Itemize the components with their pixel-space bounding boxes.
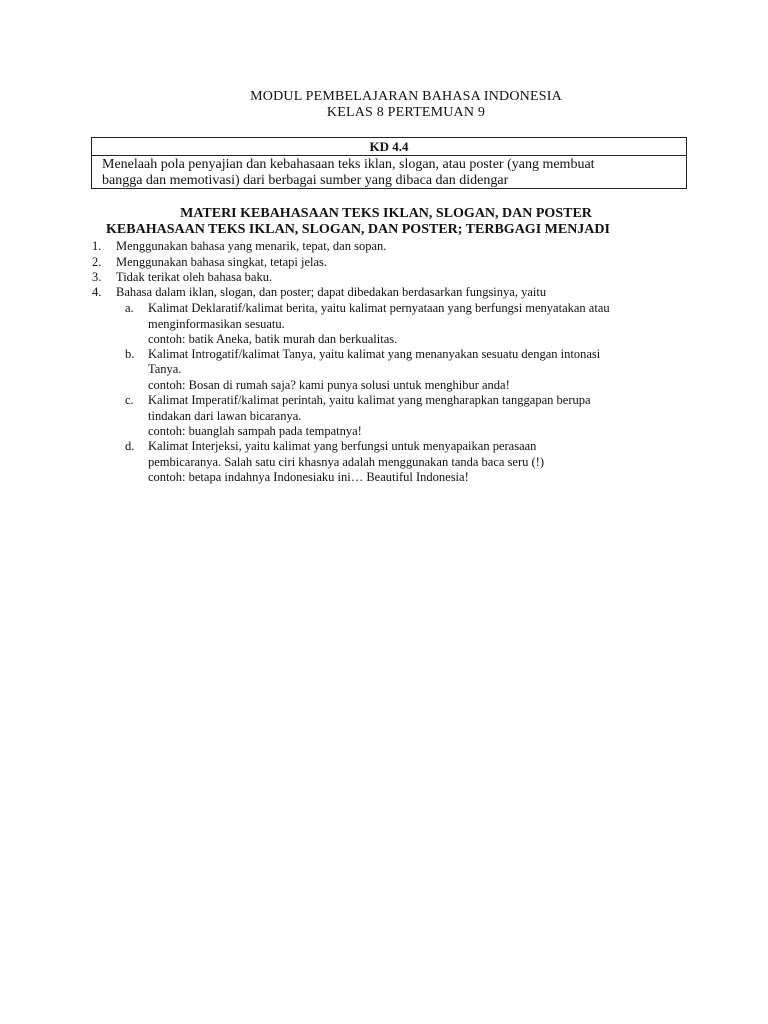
kd-text-line: Menelaah pola penyajian dan kebahasaan teks iklan, slogan, atau poster (yang membuat <box>102 157 595 172</box>
document-title: MODUL PEMBELAJARAN BAHASA INDONESIA <box>250 89 562 104</box>
kd-description <box>92 156 686 189</box>
sublist-text: menginformasikan sesuatu. <box>148 317 285 331</box>
list-number: 4. <box>92 285 102 299</box>
list-number: 3. <box>92 270 102 284</box>
sublist-example: contoh: batik Aneka, batik murah dan berkualitas. <box>148 332 398 346</box>
list-number: 1. <box>92 239 102 253</box>
sublist-text: Kalimat Interjeksi, yaitu kalimat yang berfungsi untuk menyapaikan perasaan <box>148 439 537 453</box>
sublist-text: Kalimat Introgatif/kalimat Tanya, yaitu kalimat yang menanyakan sesuatu dengan intonasi <box>148 347 601 361</box>
list-item: Tidak terikat oleh bahasa baku. <box>116 270 273 284</box>
sublist-text: Tanya. <box>148 362 182 376</box>
sublist-letter: a. <box>125 301 134 315</box>
kd-table <box>91 137 687 189</box>
list-item: Menggunakan bahasa singkat, tetapi jelas. <box>116 255 328 269</box>
list-item: Bahasa dalam iklan, slogan, dan poster; dapat dibedakan berdasarkan fungsinya, yaitu <box>116 285 547 299</box>
sublist-example: contoh: betapa indahnya Indonesiaku ini… Beautiful Indonesia! <box>148 470 469 484</box>
sublist-letter: d. <box>125 439 135 453</box>
document-subtitle: KELAS 8 PERTEMUAN 9 <box>326 105 486 120</box>
sublist-text: Kalimat Deklaratif/kalimat berita, yaitu kalimat pernyataan yang berfungsi menyatakan atau <box>148 301 610 315</box>
kd-label: KD 4.4 <box>92 138 686 156</box>
kd-text-line: bangga dan memotivasi) dari berbagai sumber yang dibaca dan didengar <box>102 173 509 188</box>
list-number: 2. <box>92 255 102 269</box>
sublist-letter: b. <box>125 347 135 361</box>
sublist-letter: c. <box>125 393 134 407</box>
sublist-text: pembicaranya. Salah satu ciri khasnya adalah menggunakan tanda baca seru (!) <box>148 455 545 469</box>
sublist-example: contoh: buanglah sampah pada tempatnya! <box>148 424 362 438</box>
sublist-text: tindakan dari lawan bicaranya. <box>148 409 302 423</box>
sublist-example: contoh: Bosan di rumah saja? kami punya solusi untuk menghibur anda! <box>148 378 510 392</box>
materi-subheading: KEBAHASAAN TEKS IKLAN, SLOGAN, DAN POSTER; TERBGAGI MENJADI <box>106 222 610 237</box>
sublist-text: Kalimat Imperatif/kalimat perintah, yaitu kalimat yang mengharapkan tanggapan berupa <box>148 393 591 407</box>
materi-heading: MATERI KEBAHASAAN TEKS IKLAN, SLOGAN, DAN POSTER <box>180 206 592 221</box>
list-item: Menggunakan bahasa yang menarik, tepat, dan sopan. <box>116 239 387 253</box>
